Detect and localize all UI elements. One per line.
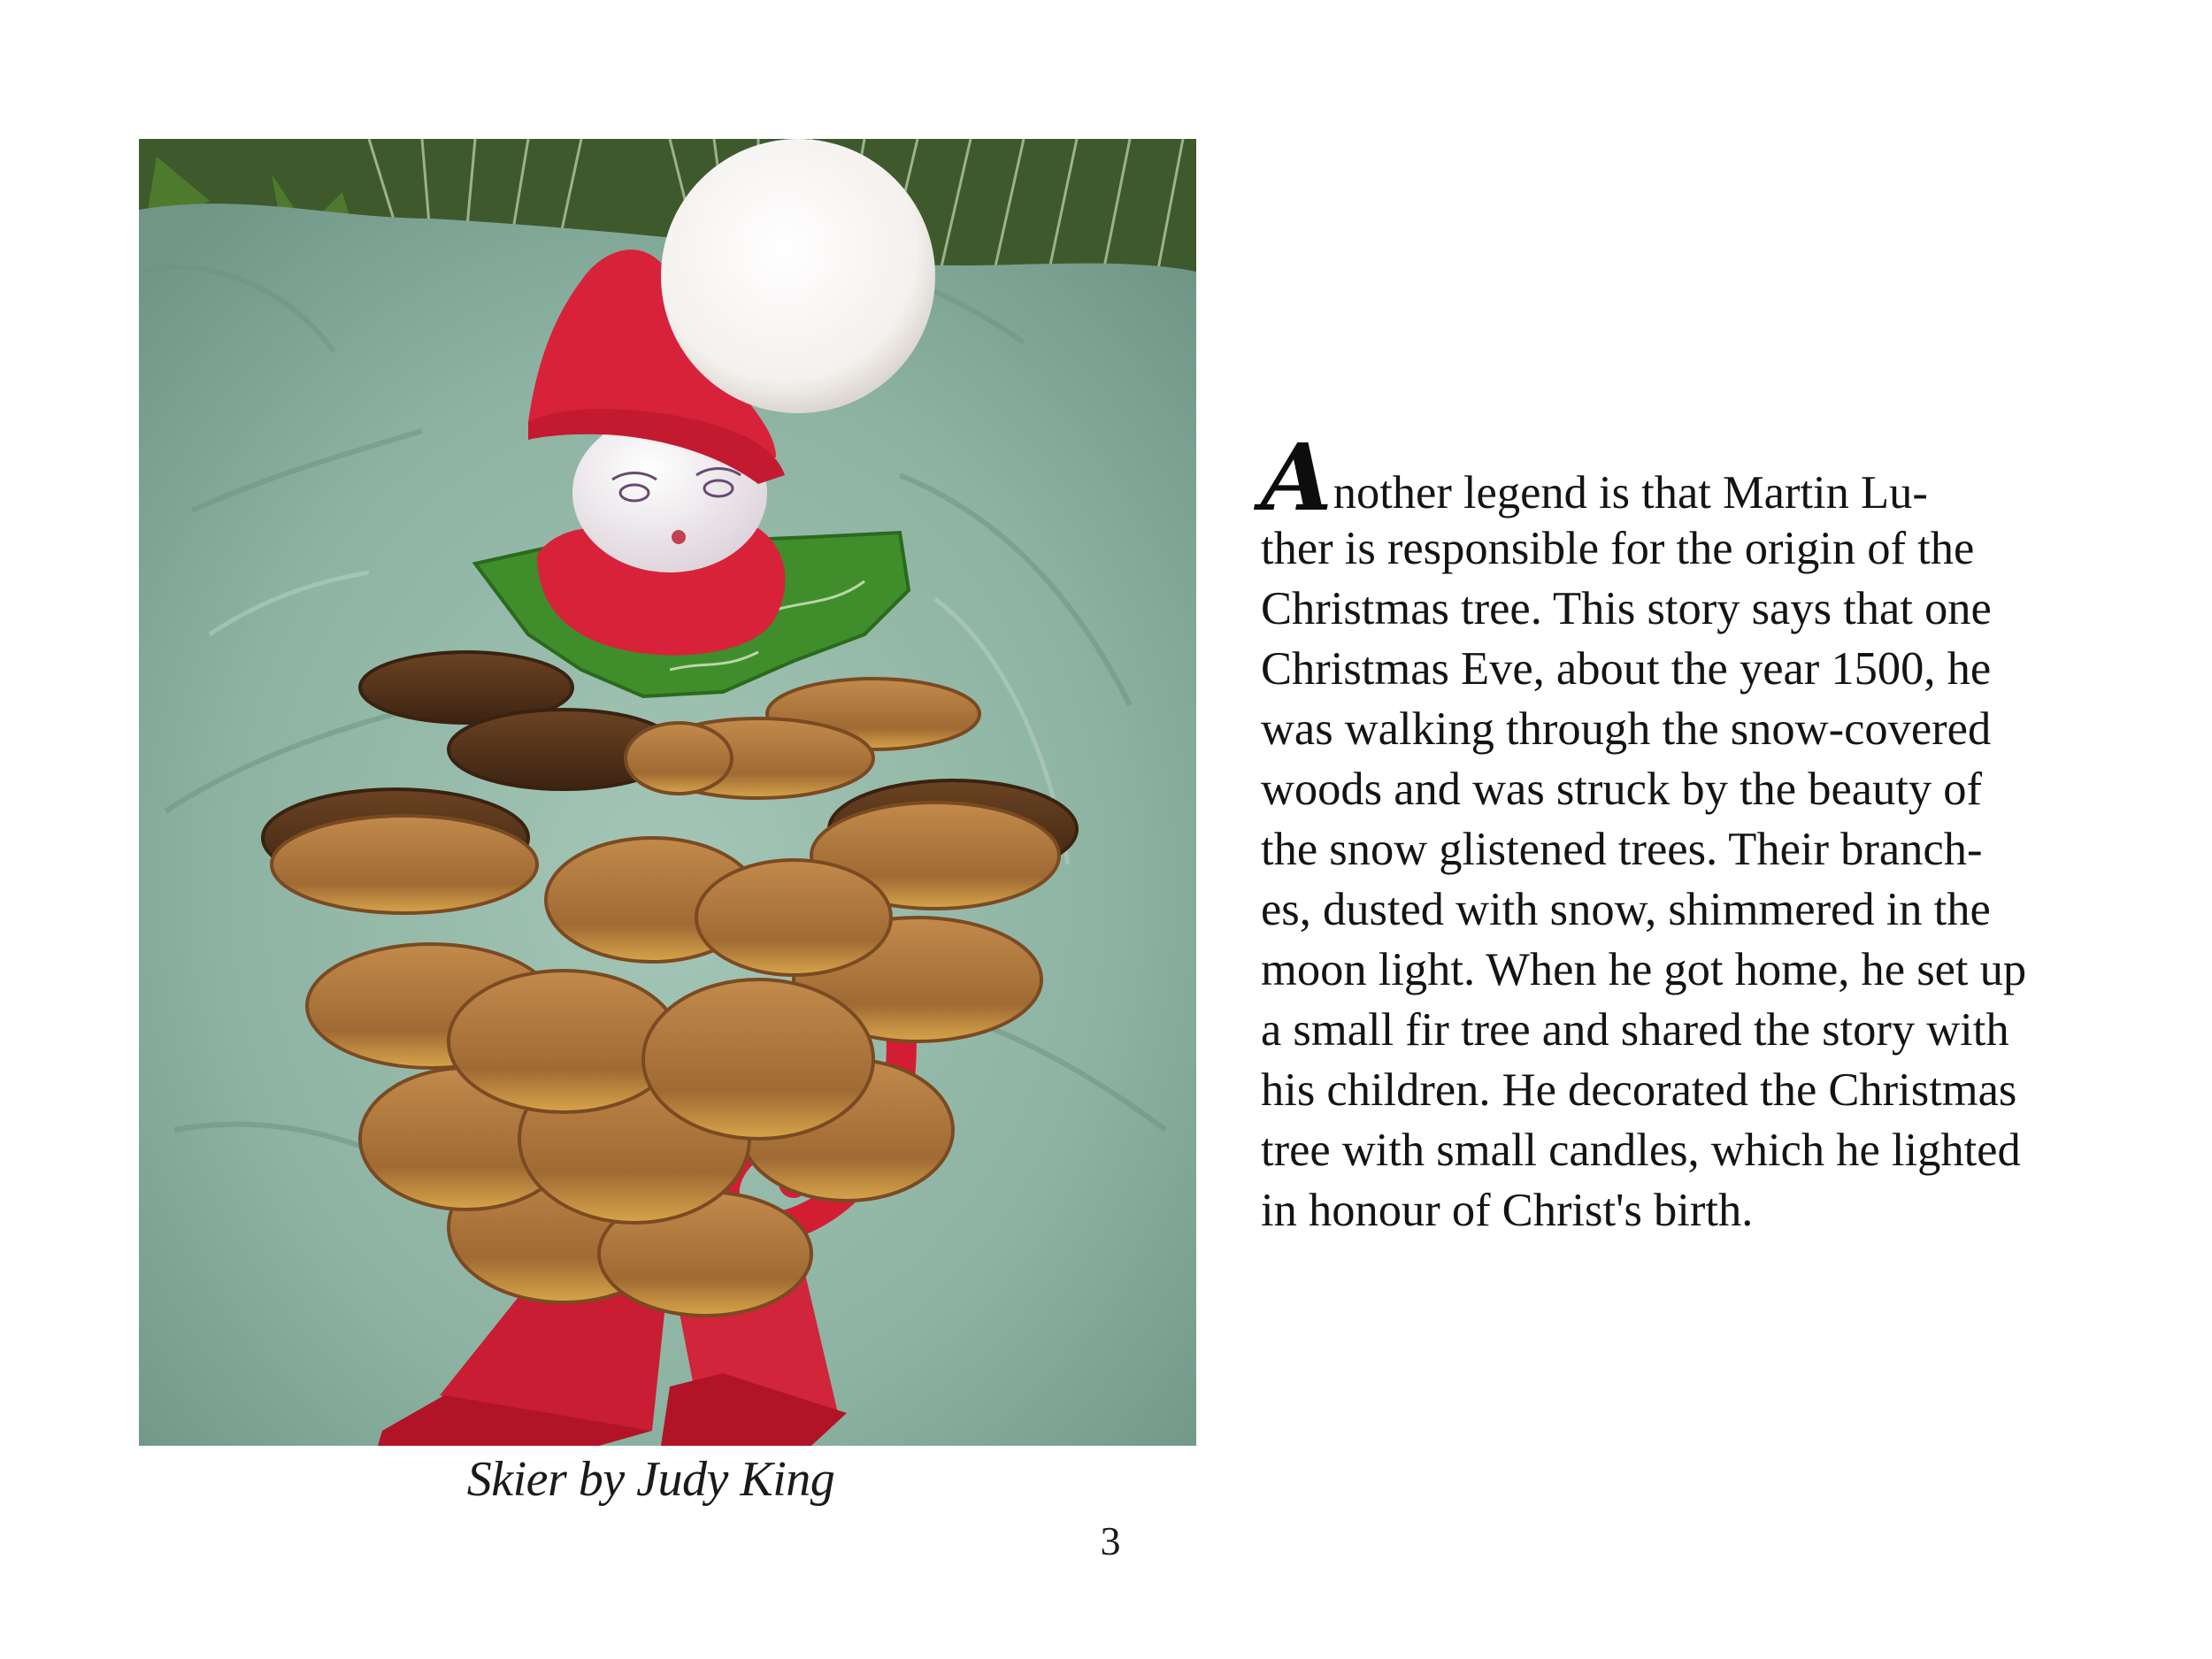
pinecone-skier-illustration [139,139,1196,1446]
story-line-7: the snow glistened trees. Their branch- [1261,824,1983,875]
story-line-12: tree with small candles, which he lighted [1261,1125,2021,1176]
story-text [1261,423,2154,1240]
story-line-8: es, dusted with snow, shimmered in the [1261,884,1991,935]
white-pompom [661,139,935,413]
ornament-photo [139,139,1196,1446]
photo-caption: Skier by Judy King [466,1452,835,1507]
story-line-10: a small fir tree and shared the story with [1261,1004,2009,1056]
story-line-6: woods and was struck by the beauty of [1261,764,1983,815]
story-line-11: his children. He decorated the Christmas [1261,1064,2017,1116]
story-line-9: moon light. When he got home, he set up [1261,944,2027,995]
story-line-13: in honour of Christ's birth. [1261,1185,1754,1236]
story-line-5: was walking through the snow-covered [1261,703,1992,755]
story-line-4: Christmas Eve, about the year 1500, he [1261,643,1992,695]
story-line-1: Another legend is that Martin Lu- [1261,423,1928,532]
story-line-2: ther is responsible for the origin of the [1261,523,1975,574]
page-number: 3 [1100,1518,1121,1563]
story-line-3: Christmas tree. This story says that one [1261,583,1992,634]
drop-cap: A [1261,423,1333,532]
